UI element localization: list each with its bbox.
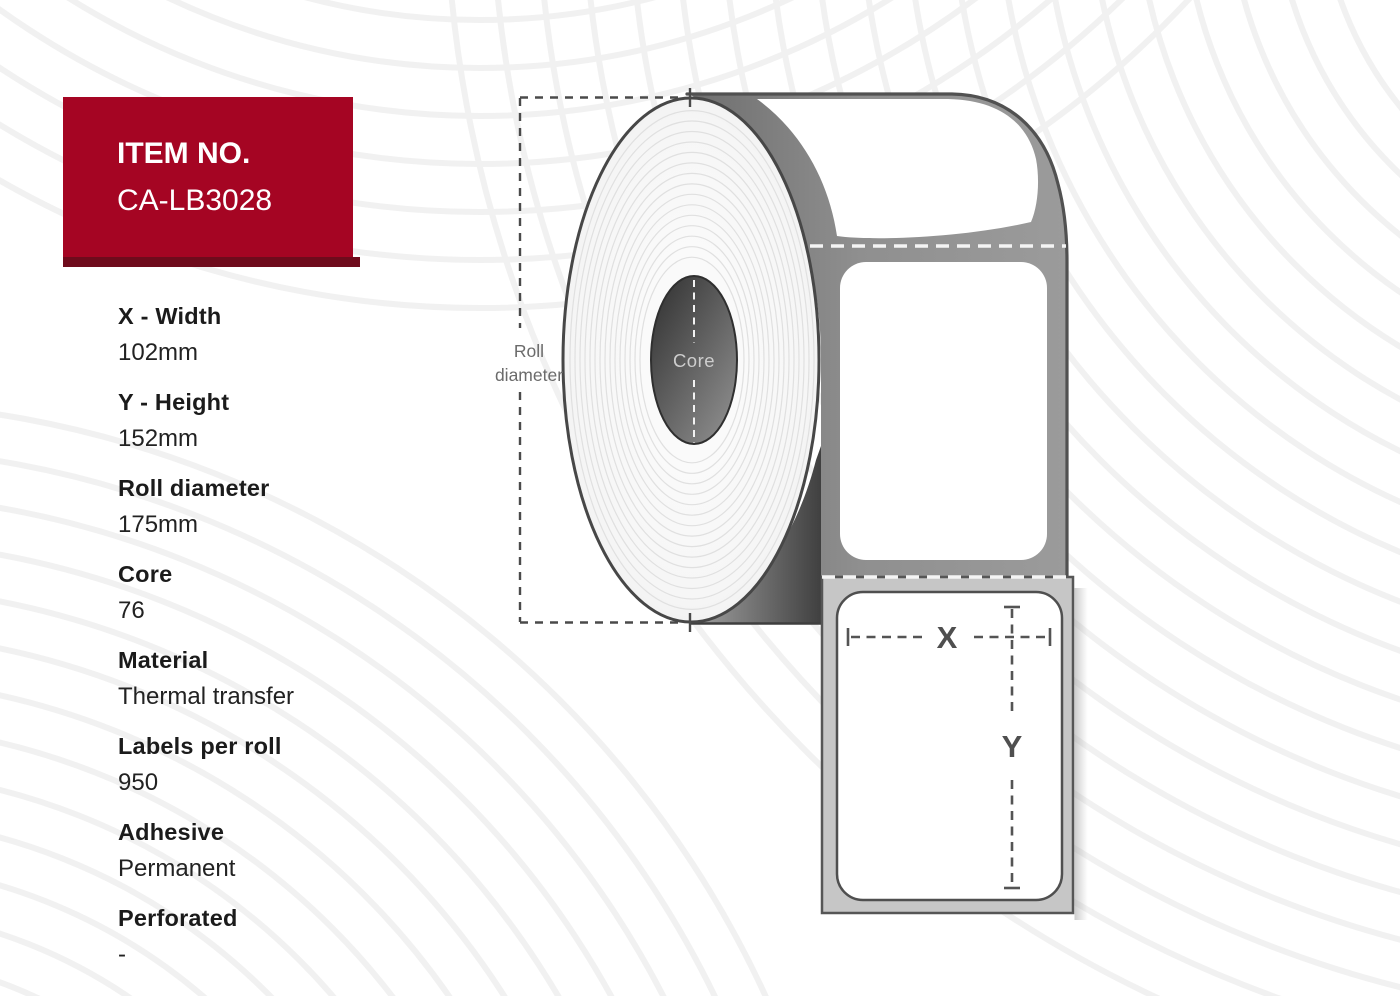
spec-item-material bbox=[118, 647, 294, 711]
y-dimension-label: Y bbox=[1001, 729, 1023, 764]
spec-label: Perforated bbox=[118, 905, 238, 931]
badge-shadow-strip bbox=[63, 257, 360, 267]
spec-label: Labels per roll bbox=[118, 733, 282, 759]
spec-value: 152mm bbox=[118, 425, 199, 452]
spec-item-perforated bbox=[118, 905, 294, 969]
spec-value: 950 bbox=[118, 769, 159, 796]
spec-item-height bbox=[118, 389, 294, 453]
roll-diameter-label-line2: diameter bbox=[494, 365, 564, 385]
spec-list bbox=[118, 303, 294, 991]
x-dimension-label: X bbox=[936, 620, 958, 655]
core-label: Core bbox=[672, 350, 716, 371]
label-roll-diagram bbox=[450, 80, 1130, 950]
spec-label: Core bbox=[118, 561, 173, 587]
spec-item-roll-diameter bbox=[118, 475, 294, 539]
item-no-label: ITEM NO. bbox=[117, 137, 251, 170]
item-number-badge bbox=[63, 97, 360, 267]
spec-label: X - Width bbox=[118, 303, 222, 329]
spec-item-core bbox=[118, 561, 294, 625]
spec-value: Permanent bbox=[118, 855, 236, 882]
spec-label: Y - Height bbox=[118, 389, 230, 415]
roll-diameter-label-line1: Roll bbox=[513, 341, 545, 361]
spec-value: 175mm bbox=[118, 511, 199, 538]
spec-value: 102mm bbox=[118, 339, 199, 366]
spec-value: Thermal transfer bbox=[118, 683, 295, 710]
label-roll bbox=[563, 98, 819, 622]
spec-value: - bbox=[118, 941, 126, 968]
spec-label: Material bbox=[118, 647, 209, 673]
spec-label: Roll diameter bbox=[118, 475, 270, 501]
label-middle bbox=[840, 262, 1047, 560]
spec-label: Adhesive bbox=[118, 819, 225, 845]
badge-background bbox=[63, 97, 353, 257]
spec-item-width bbox=[118, 303, 294, 367]
spec-item-adhesive bbox=[118, 819, 294, 883]
spec-item-labels-per-roll bbox=[118, 733, 294, 797]
spec-value: 76 bbox=[118, 597, 145, 624]
item-number: CA-LB3028 bbox=[117, 184, 273, 217]
